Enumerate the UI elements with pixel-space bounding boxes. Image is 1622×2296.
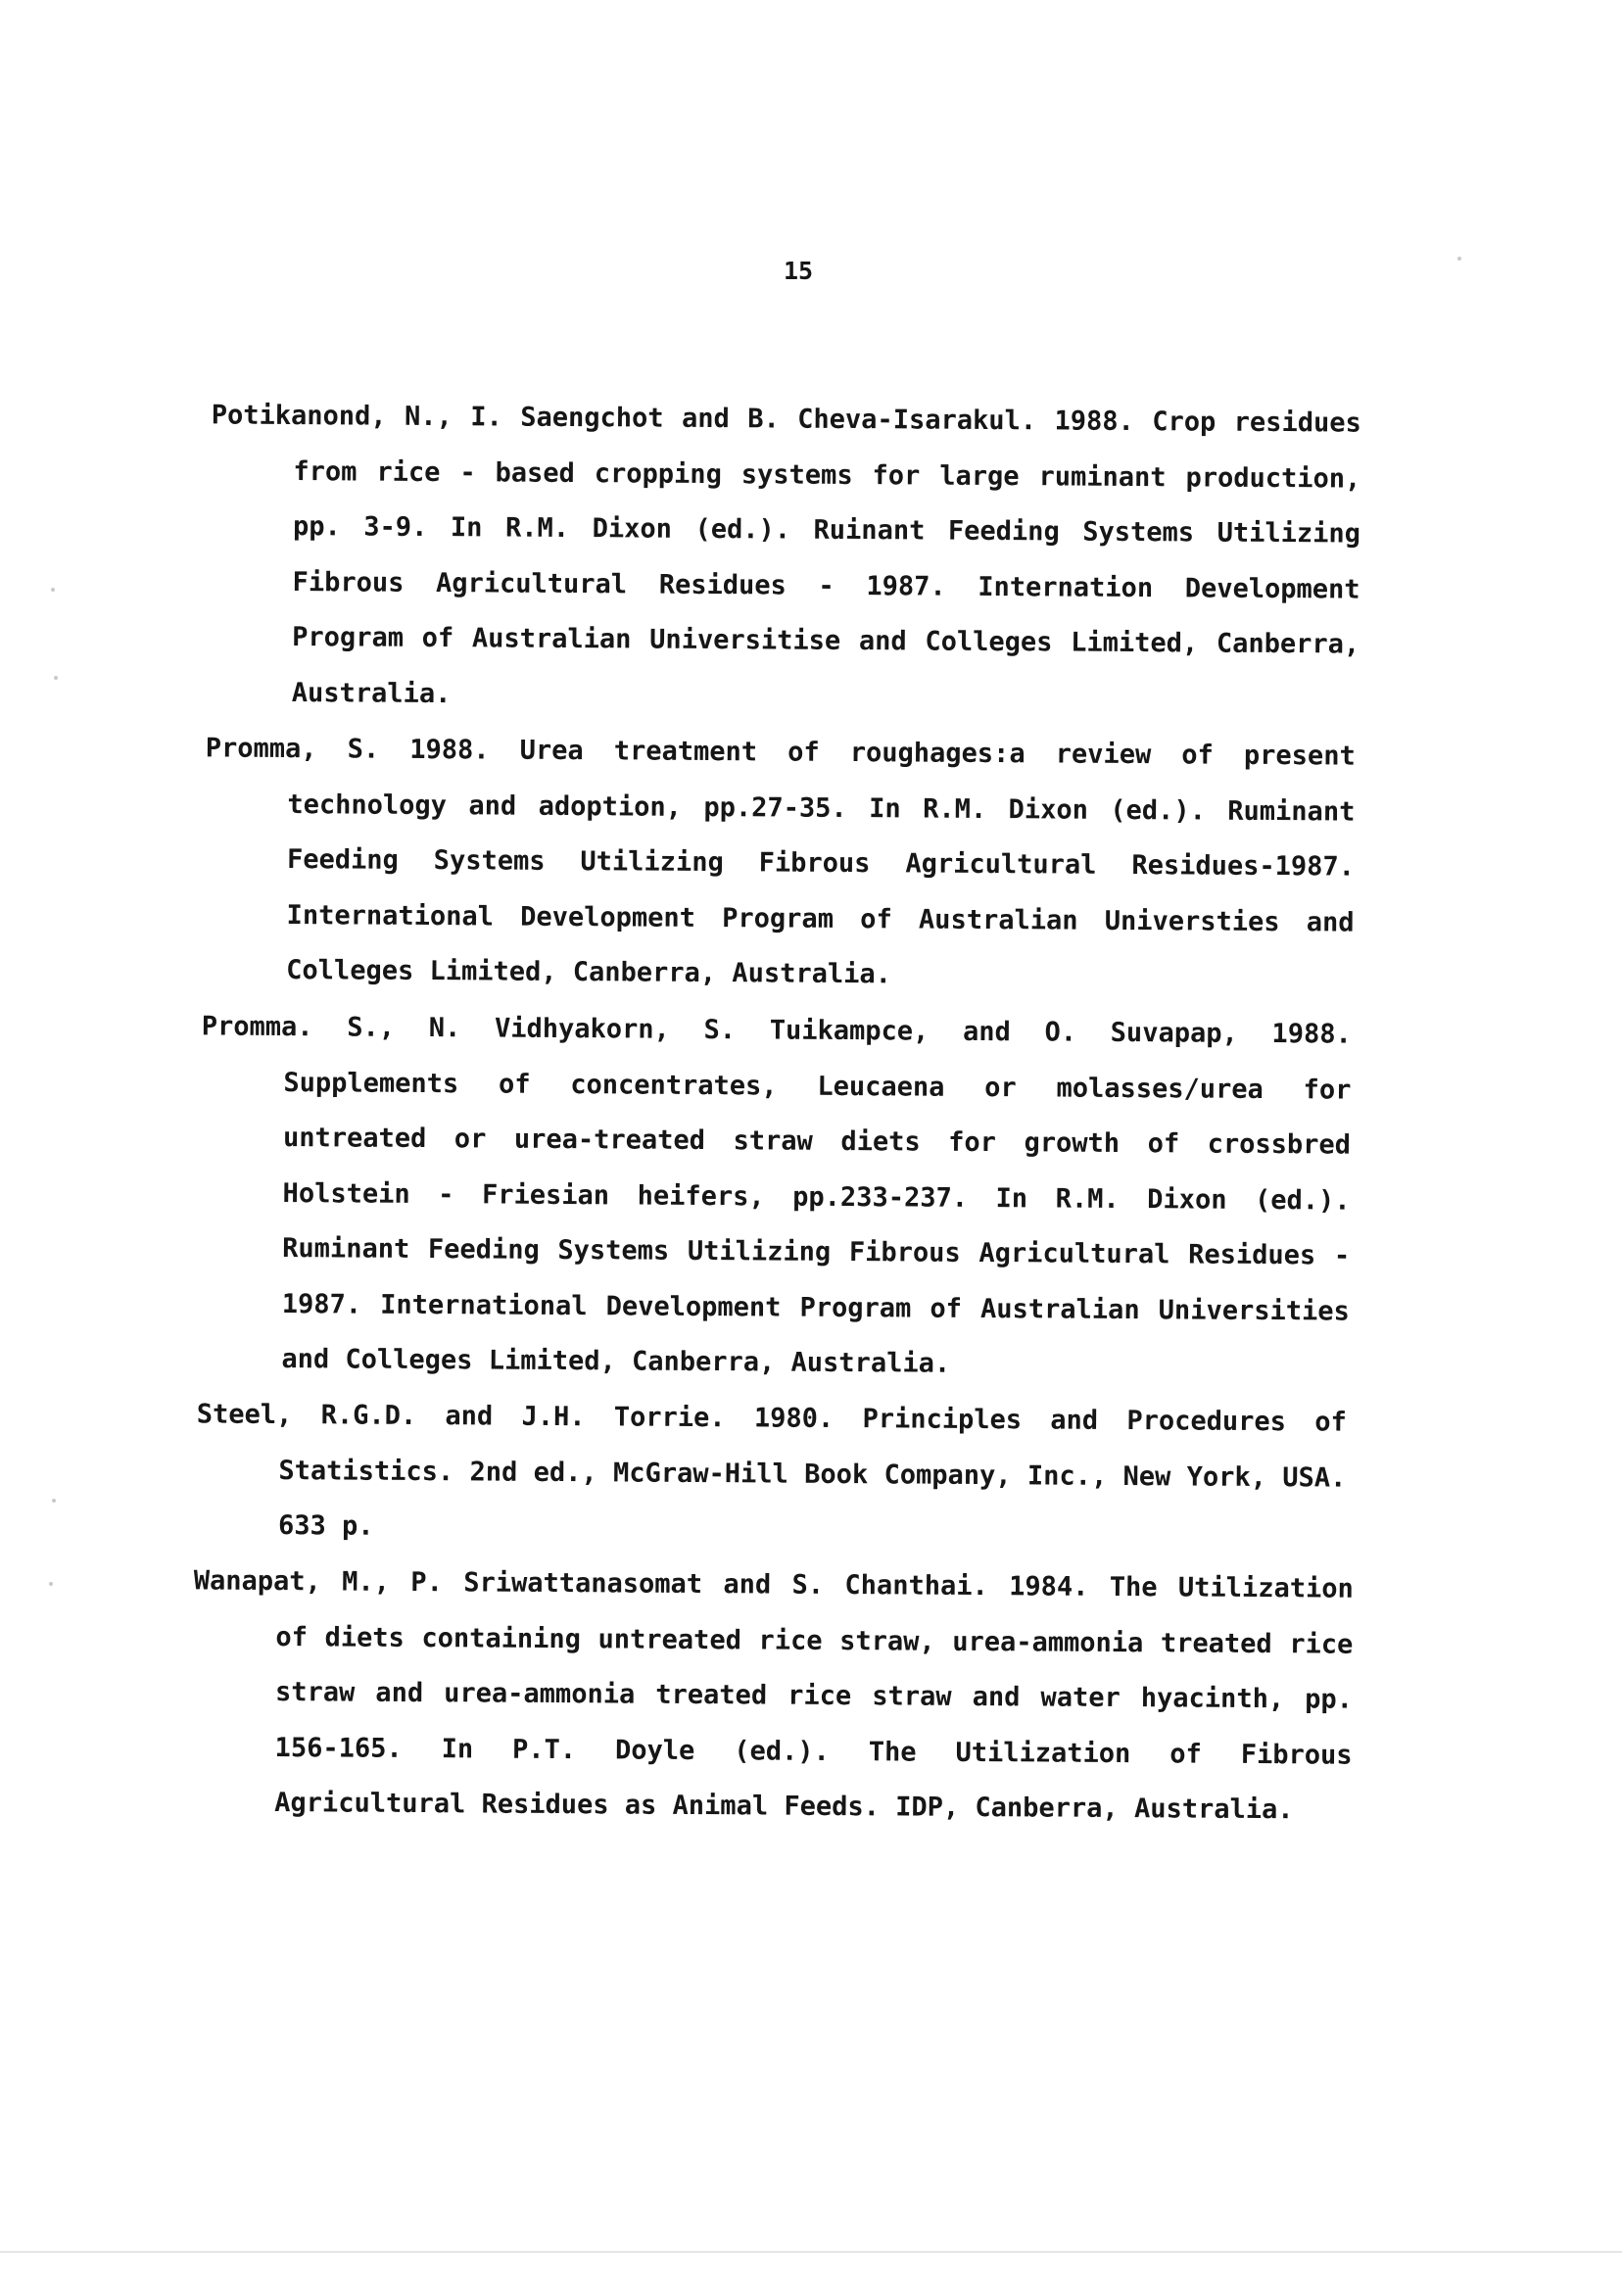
reference-text: Urea treatment of roughages:a review of present technology and adoption, pp.27-35. In R.M. Dixon (ed.). Ruminant Feeding Systems Utilizing Fibrous Agricultural Residues-1987. International Development Program of Australian Universties and Colleges Limited, Canberra, Australia. — [286, 735, 1356, 990]
reference-entry — [196, 1388, 1347, 1561]
reference-authors: Promma. S., N. Vidhyakorn, S. Tuikampce, and O. Suvapap, 1988. — [201, 1011, 1352, 1050]
reference-text: Supplements of concentrates, Leucaena or molasses/urea for untreated or urea-treated straw diets for growth of crossbred Holstein - Friesian heifers, pp.233-237. In R.M. Dixon (ed.). Ruminant Feeding Systems Utilizing Fibrous Agricultural Residues - 1987. International Development Program of Australian Universities and Colleges Limited, Canberra, Australia. — [281, 1067, 1352, 1379]
page-number: 15 — [783, 257, 814, 285]
scan-speck — [51, 588, 55, 592]
reference-authors: Potikanond, N., I. Saengchot and B. Cheva-Isarakul. 1988. — [211, 400, 1134, 437]
page-edge-line — [0, 2251, 1622, 2253]
scan-speck — [52, 1499, 56, 1503]
reference-authors: Steel, R.G.D. and J.H. Torrie. 1980. — [196, 1399, 835, 1434]
reference-text: Crop residues from rice - based cropping systems for large ruminant production, pp. 3-9. In R.M. Dixon (ed.). Ruinant Feeding Systems Utilizing Fibrous Agricultural Residues - 1987. Internation Development Program of Australian Universitise and Colleges Limited, Canberra, Australia. — [291, 407, 1361, 709]
scan-speck — [1457, 257, 1461, 261]
reference-text: The Utilization of diets containing untreated rice straw, urea-ammonia treated rice straw and urea-ammonia treated rice straw and water hyacinth, pp. 156-165. In P.T. Doyle (ed.). The Utilization of Fibrous Agricultural Residues as Animal Feeds. IDP, Canberra, Australia. — [274, 1571, 1354, 1826]
scan-speck — [49, 1582, 53, 1586]
reference-entry — [211, 389, 1361, 729]
reference-entry — [205, 722, 1356, 1006]
reference-entry — [193, 1555, 1354, 1839]
reference-authors: Wanapat, M., P. Sriwattanasomat and S. Chanthai. 1984. — [193, 1565, 1089, 1602]
reference-text: Principles and Procedures of Statistics. 2nd ed., McGraw-Hill Book Company, Inc., New York, USA. 633 p. — [277, 1404, 1347, 1542]
scan-speck — [54, 676, 58, 680]
reference-entry — [201, 1000, 1352, 1395]
reference-authors: Promma, S. 1988. — [205, 733, 490, 766]
